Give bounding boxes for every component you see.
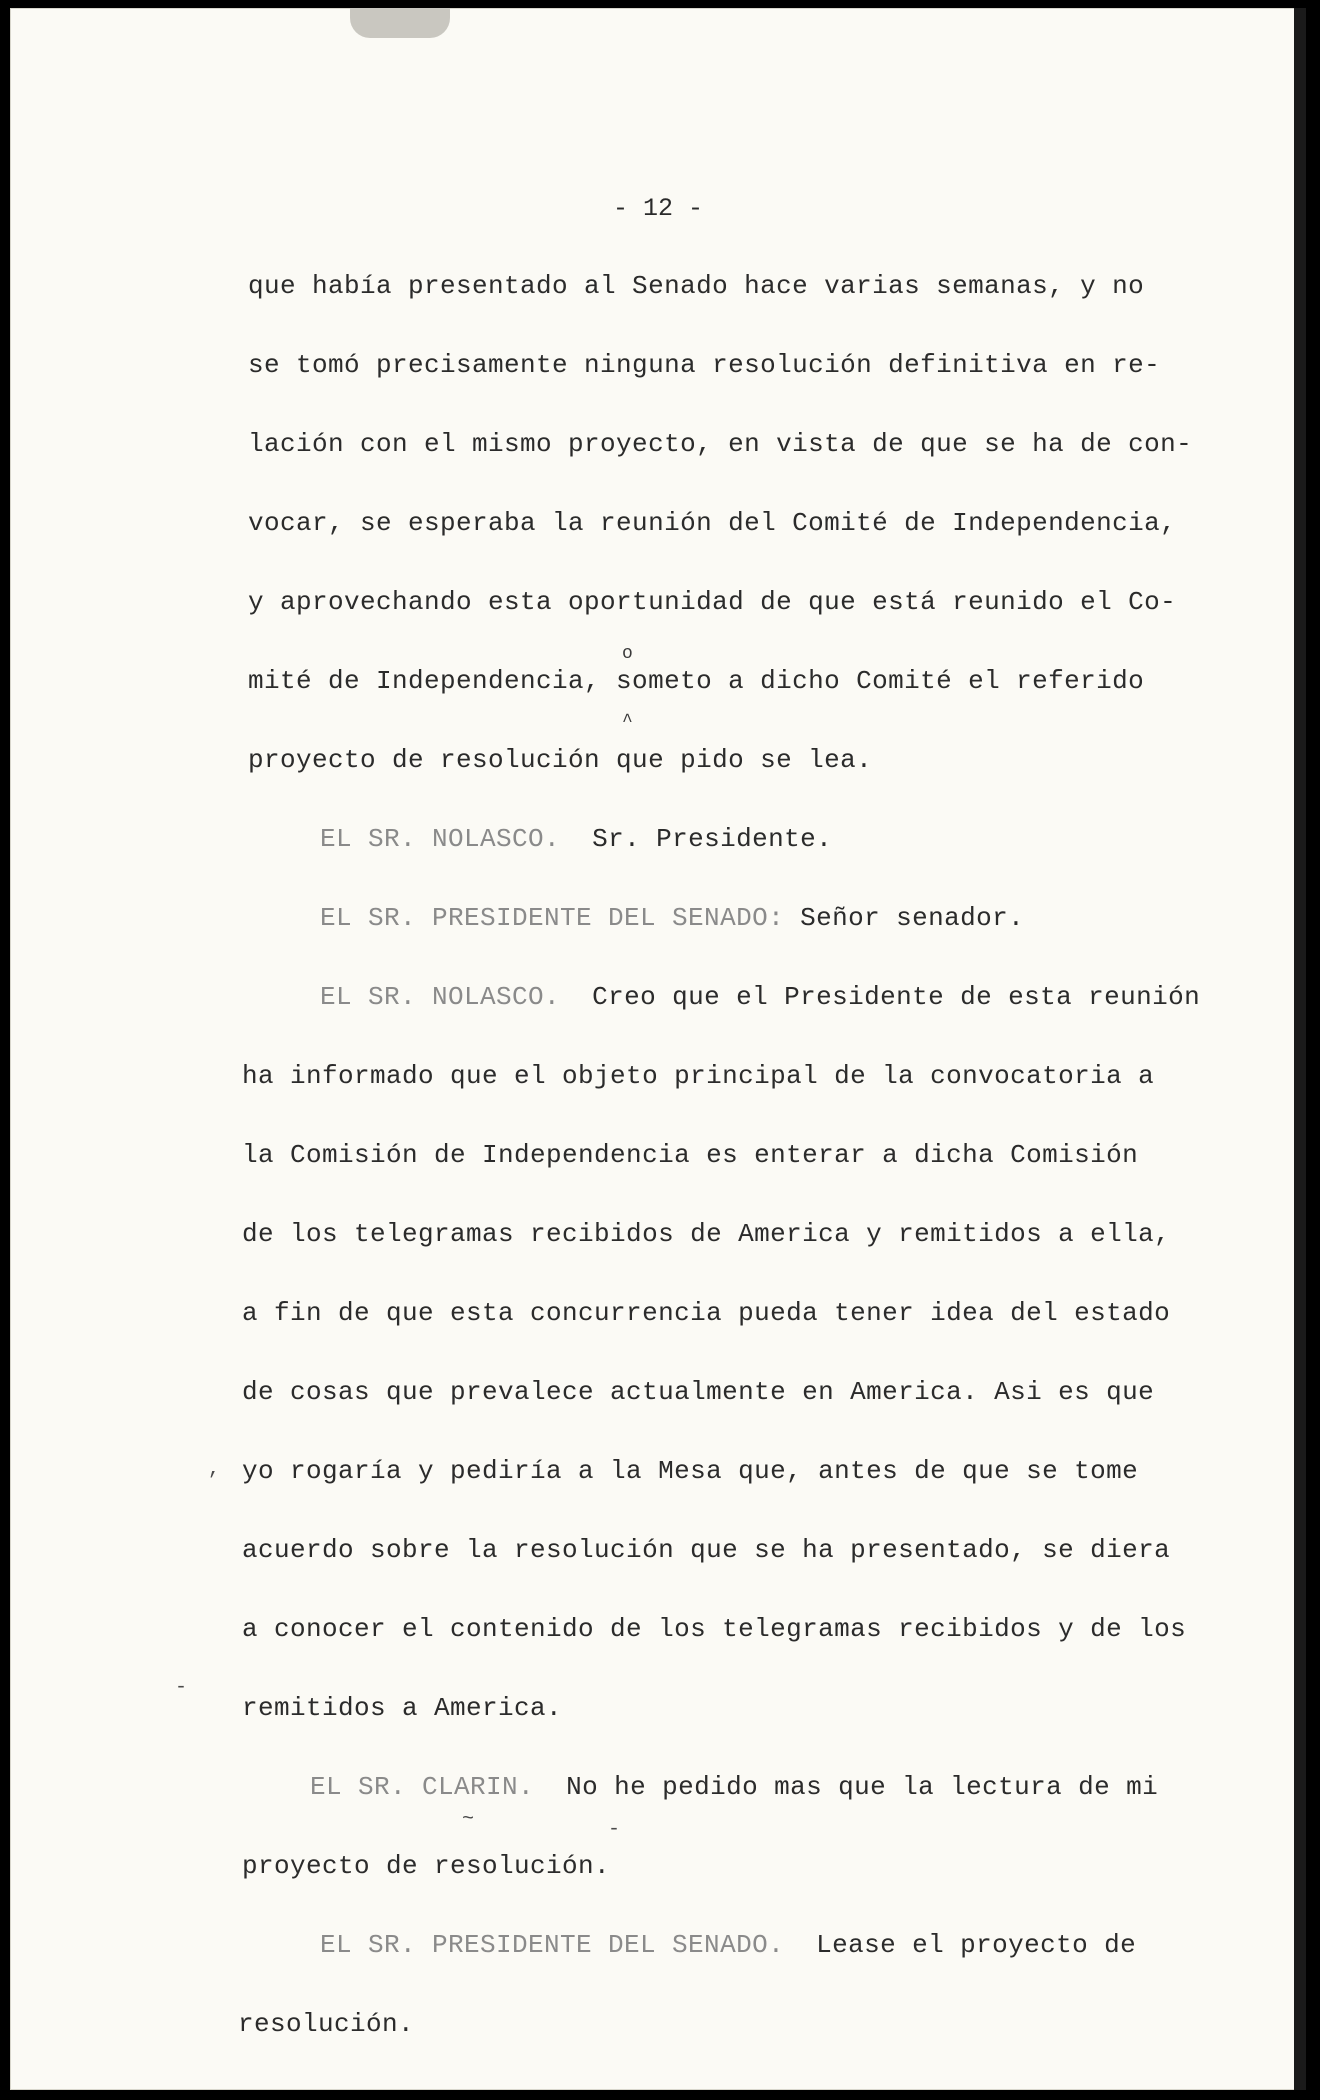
text-line: proyecto de resolución. [242,1851,611,1881]
text-line: lación con el mismo proyecto, en vista de que se ha de con- [248,429,1193,459]
scan-edge [1294,8,1306,2090]
text-line: y aprovechando esta oportunidad de que está reunido el Co- [248,587,1177,617]
text-line: a fin de que esta concurrencia pueda tener idea del estado [242,1298,1171,1328]
speech-line [310,1774,1158,1800]
speech-text: Lease el proyecto de [816,1930,1137,1960]
speaker-name: EL SR. PRESIDENTE DEL SENADO. [320,1930,785,1960]
caret-mark: ^ [622,712,633,732]
text-line: resolución. [238,2009,415,2039]
text-line: se tomó precisamente ninguna resolución definitiva en re- [248,350,1161,380]
document-page [10,8,1306,2090]
text-line: proyecto de resolución que pido se lea. [248,745,873,775]
staple-mark [350,8,450,38]
text-line: de cosas que prevalece actualmente en America. Asi es que [242,1377,1155,1407]
speaker-name: EL SR. NOLASCO. [320,824,561,854]
text-line: que había presentado al Senado hace varias semanas, y no [248,271,1145,301]
speech-text: Creo que el Presidente de esta reunión [592,982,1201,1012]
speech-text: Señor senador. [800,903,1025,933]
speech-line [320,826,832,852]
text-line: mité de Independencia, someto a dicho Comité el referido [248,666,1145,696]
page-number: - 12 - [612,194,703,223]
margin-mark: - [175,1676,188,1699]
stray-mark: ~ [462,1808,475,1831]
stray-mark: - [608,1818,621,1841]
text-line: de los telegramas recibidos de America y remitidos a ella, [242,1219,1171,1249]
text-line: a conocer el contenido de los telegramas recibidos y de los [242,1614,1187,1644]
text-line: vocar, se esperaba la reunión del Comité de Independencia, [248,508,1177,538]
text-line: acuerdo sobre la resolución que se ha presentado, se diera [242,1535,1171,1565]
speech-text: Sr. Presidente. [592,824,833,854]
insertion-mark: o [622,644,633,664]
speaker-name: EL SR. NOLASCO. [320,982,561,1012]
margin-mark: , [208,1458,221,1481]
speech-line [320,984,1200,1010]
speech-line [320,1932,1136,1958]
text-line: la Comisión de Independencia es enterar a dicha Comisión [242,1140,1139,1170]
speech-text: No he pedido mas que la lectura de mi [566,1772,1159,1802]
text-line: ha informado que el objeto principal de la convocatoria a [242,1061,1155,1091]
speaker-name: EL SR. CLARIN. [310,1772,535,1802]
text-line: yo rogaría y pediría a la Mesa que, antes de que se tome [242,1456,1139,1486]
text-line: remitidos a America. [242,1693,563,1723]
speaker-name: EL SR. PRESIDENTE DEL SENADO: [320,903,785,933]
speech-line [320,905,1024,931]
